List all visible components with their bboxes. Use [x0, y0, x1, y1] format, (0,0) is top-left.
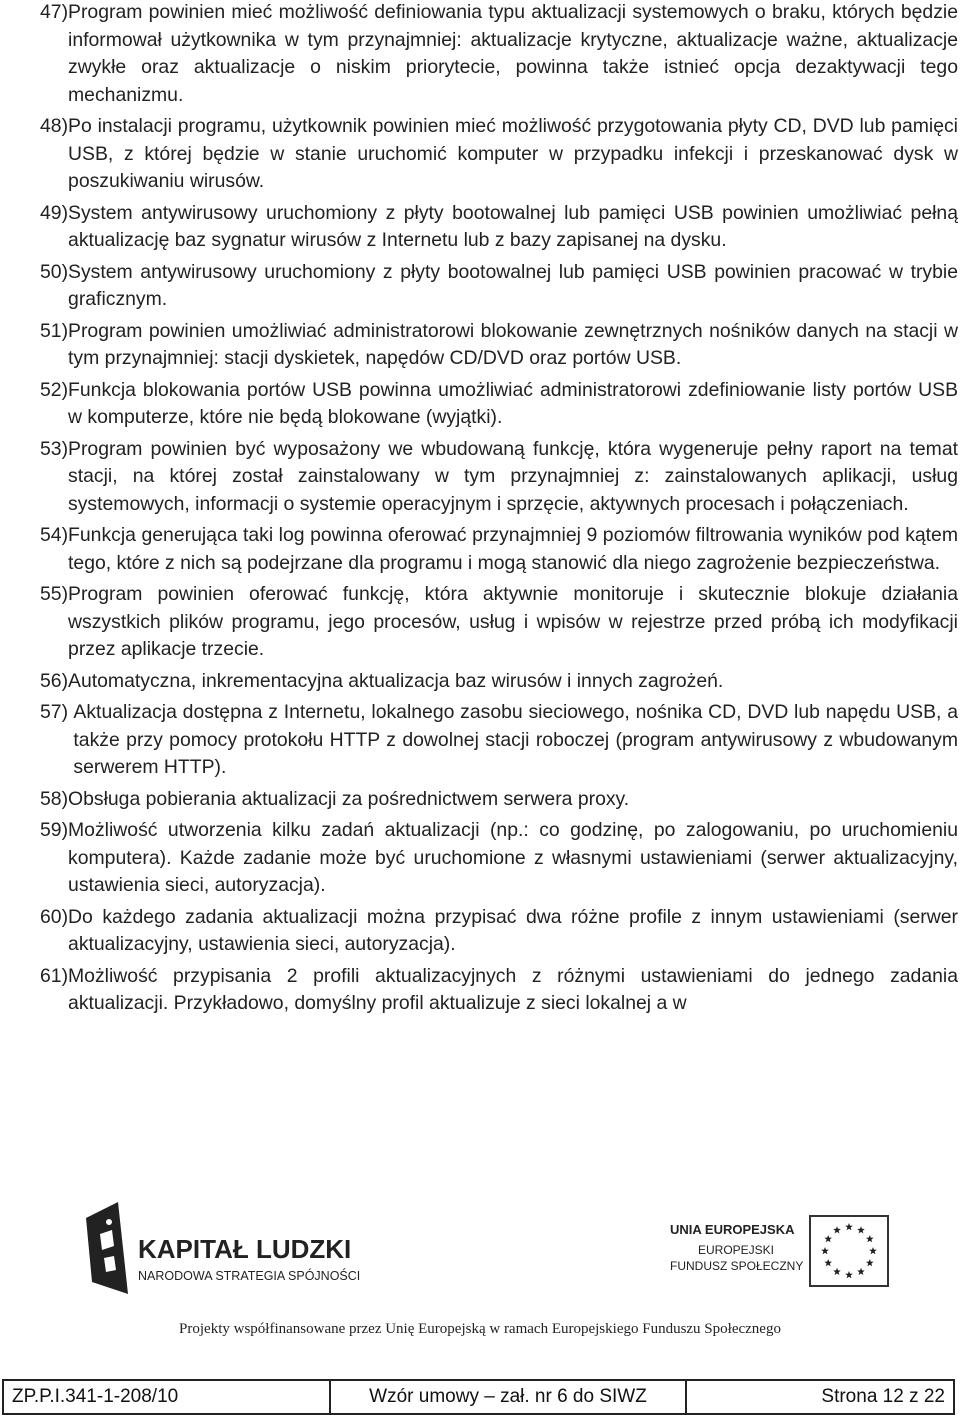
list-item-text: Funkcja generująca taki log powinna oferować przynajmniej 9 poziomów filtrowania wyników pod kątem tego, które z nich są podejrzane dla programu i mogą stanowić dla niego zagrożenie bezpieczeństwa. [68, 524, 958, 574]
list-item [40, 318, 958, 373]
list-item [40, 377, 958, 432]
list-item [40, 113, 958, 196]
page-footer [2, 1379, 955, 1415]
list-item-number: 47) [40, 1, 69, 23]
document-reference: ZP.P.I.341-1-208/10 [4, 1381, 331, 1413]
unia-europejska-logo [668, 1212, 890, 1292]
list-item-text: Program powinien oferować funkcję, która aktywnie monitoruje i skutecznie blokuje działania wszystkich plików programu, jego procesów, usług i wpisów w rejestrze przed próbą ich modyfikacji przez aplikacje trzecie. [68, 583, 958, 660]
list-item-number: 53) [40, 437, 69, 460]
list-item-number: 52) [40, 378, 69, 401]
kapital-ludzki-logo [78, 1200, 378, 1296]
list-item-number: 51) [40, 319, 69, 342]
list-item [40, 963, 958, 1018]
list-item [40, 259, 958, 314]
list-item-text: Funkcja blokowania portów USB powinna umożliwiać administratorowi zdefiniowanie listy portów USB w komputerze, które nie będą blokowane (wyjątki). [68, 378, 958, 428]
list-item [40, 581, 958, 664]
funding-note: Projekty współfinansowane przez Unię Europejską w ramach Europejskiego Funduszu Społecznego [179, 1321, 781, 1337]
list-item-text: Aktualizacja dostępna z Internetu, lokalnego zasobu sieciowego, nośnika CD, DVD lub napędu USB, a także przy pomocy protokołu HTTP z dowolnej stacji roboczej (program antywirusowy z wbudowanym serwerem HTTP). [73, 701, 958, 778]
list-item-text: Możliwość utworzenia kilku zadań aktualizacji (np.: co godzinę, po zalogowaniu, po uruchomieniu komputera). Każde zadanie może być uruchomione z własnymi ustawieniami (serwer aktualizacyjny, ustawienia sieci, autoryzacja). [68, 819, 958, 896]
list-item-number: 55) [40, 583, 69, 605]
list-item-number: 49) [40, 201, 69, 224]
list-item-number: 61) [40, 964, 69, 987]
list-item [40, 699, 958, 782]
list-item-number: 54) [40, 524, 69, 546]
footer-logos [0, 1190, 960, 1320]
logo-left-line2: NARODOWA STRATEGIA SPÓJNOŚCI [138, 1269, 361, 1283]
list-item [40, 0, 958, 109]
list-item [40, 200, 958, 255]
list-item-text: Obsługa pobierania aktualizacji za pośrednictwem serwera proxy. [68, 787, 630, 810]
list-item-text: Możliwość przypisania 2 profili aktualizacyjnych z różnymi ustawieniami do jednego zadania aktualizacji. Przykładowo, domyślny profil aktualizuje z sieci lokalnej a w [68, 964, 958, 1014]
list-item-text: Do każdego zadania aktualizacji można przypisać dwa różne profile z innym ustawieniami (serwer aktualizacyjny, ustawienia sieci, autoryzacja). [68, 905, 958, 955]
list-item [40, 786, 958, 814]
logo-right-line2: EUROPEJSKI [698, 1243, 775, 1257]
logo-right-line1: UNIA EUROPEJSKA [670, 1222, 795, 1237]
list-item [40, 436, 958, 519]
list-item-text: Program powinien mieć możliwość definiowania typu aktualizacji systemowych o braku, których będzie informował użytkownika w tym przynajmniej: aktualizacje krytyczne, aktualizacje ważne, aktualizacje zwykłe oraz aktualizacje o niskim priorytecie, powinna także istnieć opcja dezaktywacji tego mechanizmu. [68, 1, 958, 106]
list-item [40, 904, 958, 959]
list-item-text: Po instalacji programu, użytkownik powinien mieć możliwość przygotowania płyty CD, DVD lub pamięci USB, z której będzie w stanie uruchomić komputer w przypadku infekcji i przeskanować dysk w poszukiwaniu wirusów. [68, 115, 958, 192]
list-item-text: Program powinien umożliwiać administratorowi blokowanie zewnętrznych nośników danych na stacji w tym przynajmniej: stacji dyskietek, napędów CD/DVD oraz portów USB. [68, 319, 958, 369]
list-item-text: Program powinien być wyposażony we wbudowaną funkcję, która wygeneruje pełny raport na temat stacji, na której został zainstalowany w tym przynajmniej z: zainstalowanych aplikacji, usług systemowych, informacji o systemie operacyjnym i sprzęcie, aktywnych procesach i połączeniach. [68, 437, 958, 515]
list-item-number: 59) [40, 819, 69, 841]
list-item-text: System antywirusowy uruchomiony z płyty bootowalnej lub pamięci USB powinien umożliwiać pełną aktualizację baz sygnatur wirusów z Internetu lub z bazy zapisanej na dysku. [68, 201, 958, 251]
page-number: Strona 12 z 22 [821, 1386, 945, 1407]
logo-left-line1: KAPITAŁ LUDZKI [138, 1234, 352, 1264]
list-item-number: 60) [40, 905, 69, 928]
list-item-number: 48) [40, 115, 69, 137]
logo-right-line3: FUNDUSZ SPOŁECZNY [670, 1259, 804, 1273]
document-title: Wzór umowy – zał. nr 6 do SIWZ [331, 1381, 687, 1413]
list-item [40, 817, 958, 900]
list-item-text: System antywirusowy uruchomiony z płyty bootowalnej lub pamięci USB powinien pracować w trybie graficznym. [68, 260, 958, 310]
list-item-text: Automatyczna, inkrementacyjna aktualizacja baz wirusów i innych zagrożeń. [68, 669, 724, 692]
list-item-number: 57) [40, 701, 74, 723]
list-item [40, 668, 958, 696]
list-item-number: 58) [40, 787, 69, 810]
requirements-list [40, 0, 958, 1022]
list-item-number: 56) [40, 669, 69, 692]
list-item [40, 522, 958, 577]
list-item-number: 50) [40, 260, 69, 283]
